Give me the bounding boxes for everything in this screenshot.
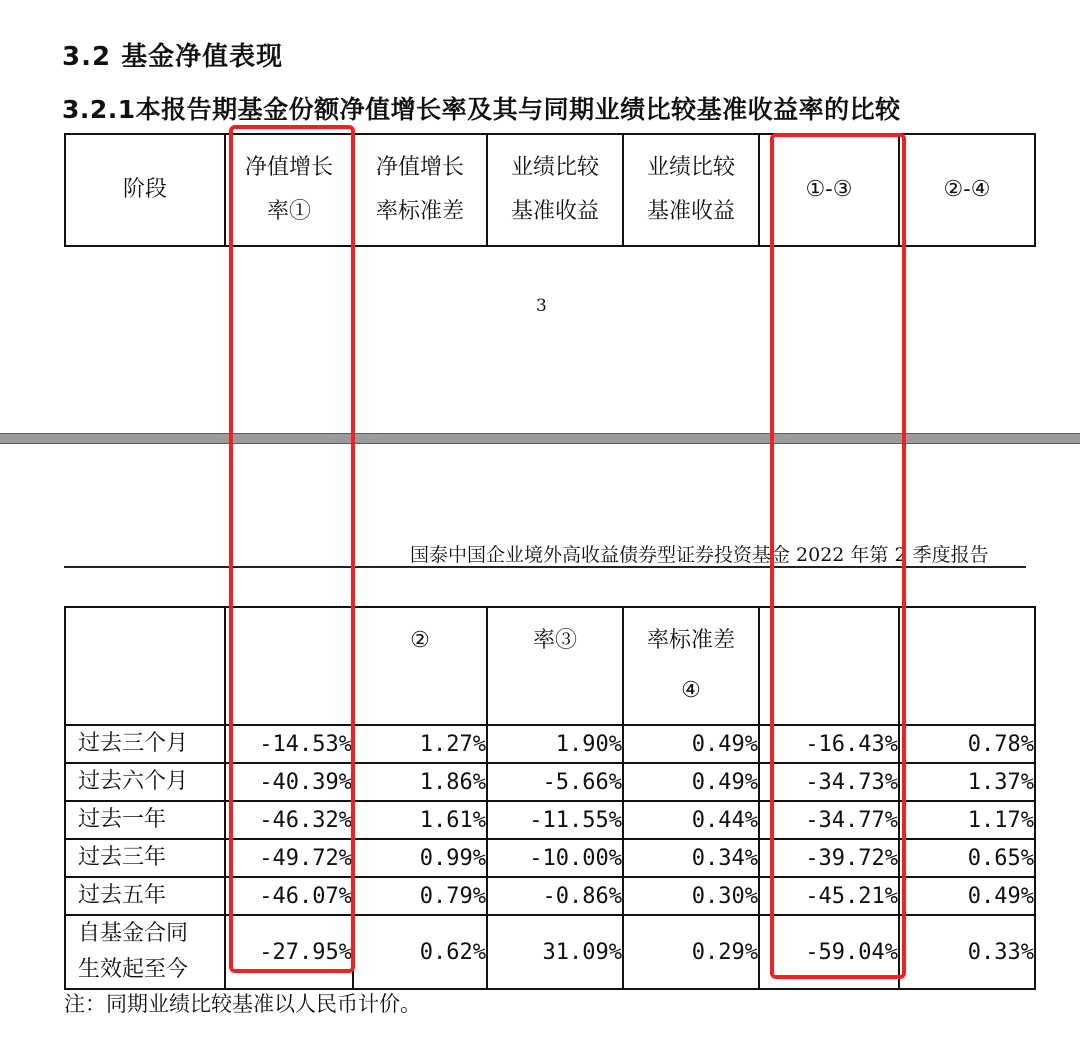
cell-benchmark-return: -0.86% — [487, 877, 623, 915]
cell-diff-1-3: -39.72% — [759, 839, 899, 877]
cell-nav-growth: -46.32% — [225, 801, 353, 839]
highlight-box-nav-growth-column — [229, 125, 355, 973]
page-number: 3 — [536, 296, 547, 316]
header-benchmark-return: 业绩比较 基准收益 — [487, 134, 623, 246]
row-stage: 过去三个月 — [65, 725, 225, 763]
cell-nav-growth: -27.95% — [225, 915, 353, 989]
header-cont-benchmark-return: 率③ — [487, 607, 623, 725]
cell-nav-std: 0.99% — [353, 839, 487, 877]
cell-nav-std: 1.61% — [353, 801, 487, 839]
cell-benchmark-std: 0.34% — [623, 839, 759, 877]
row-stage: 过去五年 — [65, 877, 225, 915]
cell-nav-growth: -46.07% — [225, 877, 353, 915]
cell-diff-1-3: -45.21% — [759, 877, 899, 915]
section-heading: 3.2 基金净值表现 — [62, 42, 284, 72]
header-nav-growth-std: 净值增长 率标准差 — [353, 134, 487, 246]
cell-nav-std: 1.27% — [353, 725, 487, 763]
header-diff-1-3: ①-③ — [759, 134, 899, 246]
cell-diff-1-3: -16.43% — [759, 725, 899, 763]
header-nav-growth: 净值增长 率① — [225, 134, 353, 246]
cell-diff-2-4: 0.65% — [899, 839, 1035, 877]
cell-diff-2-4: 1.37% — [899, 763, 1035, 801]
cell-benchmark-return: -5.66% — [487, 763, 623, 801]
cell-benchmark-return: -10.00% — [487, 839, 623, 877]
cell-diff-2-4: 0.49% — [899, 877, 1035, 915]
cell-benchmark-std: 0.30% — [623, 877, 759, 915]
cell-diff-2-4: 0.33% — [899, 915, 1035, 989]
cell-benchmark-std: 0.29% — [623, 915, 759, 989]
cell-nav-std: 0.79% — [353, 877, 487, 915]
cell-benchmark-return: 31.09% — [487, 915, 623, 989]
header-benchmark-std: 业绩比较 基准收益 — [623, 134, 759, 246]
subsection-heading: 3.2.1本报告期基金份额净值增长率及其与同期业绩比较基准收益率的比较 — [62, 95, 901, 124]
cell-diff-2-4: 1.17% — [899, 801, 1035, 839]
row-stage: 过去三年 — [65, 839, 225, 877]
cell-benchmark-std: 0.49% — [623, 763, 759, 801]
cell-nav-growth: -14.53% — [225, 725, 353, 763]
cell-diff-1-3: -59.04% — [759, 915, 899, 989]
cell-benchmark-std: 0.49% — [623, 725, 759, 763]
cell-benchmark-return: -11.55% — [487, 801, 623, 839]
cell-diff-1-3: -34.77% — [759, 801, 899, 839]
cell-benchmark-std: 0.44% — [623, 801, 759, 839]
header-cont-stage — [65, 607, 225, 725]
footnote: 注：同期业绩比较基准以人民币计价。 — [64, 992, 421, 1016]
cell-nav-growth: -49.72% — [225, 839, 353, 877]
cell-diff-1-3: -34.73% — [759, 763, 899, 801]
cell-nav-std: 1.86% — [353, 763, 487, 801]
running-header: 国泰中国企业境外高收益债券型证券投资基金 2022 年第 2 季度报告 — [410, 544, 989, 566]
cell-diff-2-4: 0.78% — [899, 725, 1035, 763]
cell-nav-std: 0.62% — [353, 915, 487, 989]
header-diff-2-4: ②-④ — [899, 134, 1035, 246]
header-cont-diff-2-4 — [899, 607, 1035, 725]
page-divider — [0, 433, 1080, 444]
header-cont-benchmark-std: 率标准差 ④ — [623, 607, 759, 725]
header-stage: 阶段 — [65, 134, 225, 246]
header-cont-nav-std: ② — [353, 607, 487, 725]
cell-benchmark-return: 1.90% — [487, 725, 623, 763]
highlight-box-diff-column — [770, 133, 906, 979]
row-stage: 过去一年 — [65, 801, 225, 839]
row-stage: 过去六个月 — [65, 763, 225, 801]
row-stage: 自基金合同 生效起至今 — [65, 915, 225, 989]
cell-nav-growth: -40.39% — [225, 763, 353, 801]
